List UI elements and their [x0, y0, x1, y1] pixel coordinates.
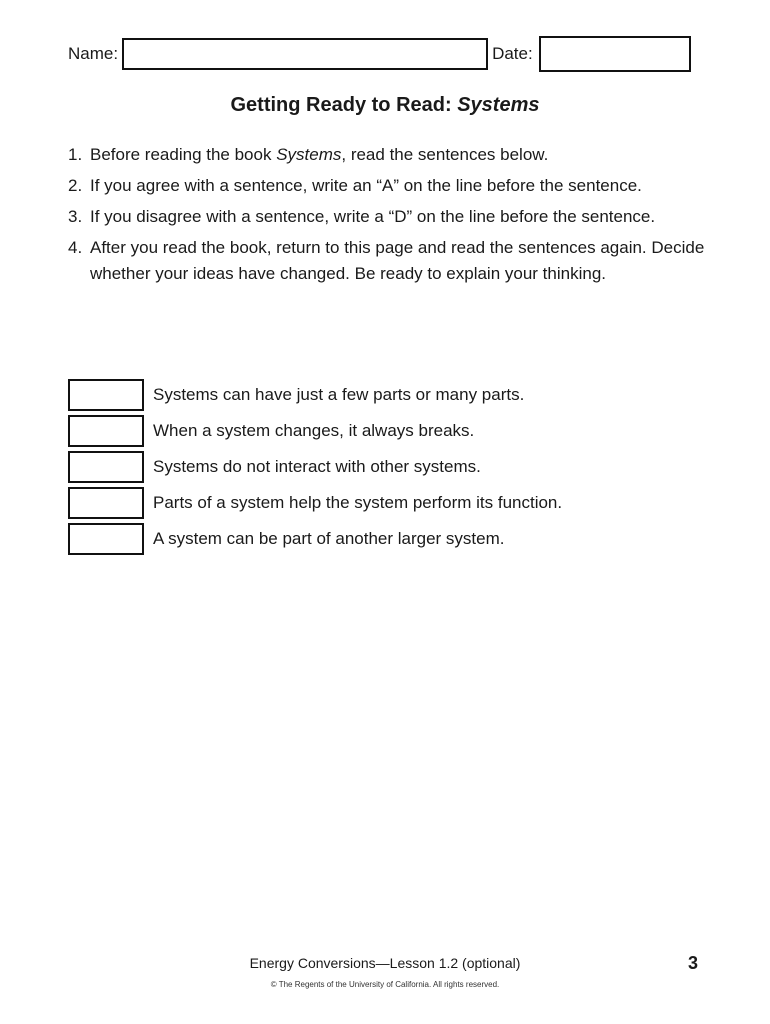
statement-row [68, 485, 708, 521]
header-row [68, 36, 703, 72]
instruction-number: 4. [68, 238, 83, 257]
answer-box[interactable] [68, 415, 144, 447]
copyright-notice: © The Regents of the University of California. All rights reserved. [270, 980, 500, 989]
instruction-text: Before reading the book Systems, read the sentences below. [90, 145, 549, 164]
statement-text: Parts of a system help the system perform its function. [153, 493, 563, 512]
title-italic: Systems [457, 94, 540, 116]
date-field[interactable] [539, 36, 691, 72]
statement-text: Systems can have just a few parts or many parts. [153, 385, 525, 404]
instructions-list [68, 142, 708, 292]
name-label: Name: [68, 44, 119, 63]
instruction-text: If you disagree with a sentence, write a “D” on the line before the sentence. [90, 207, 656, 226]
answer-box[interactable] [68, 523, 144, 555]
answer-box[interactable] [68, 379, 144, 411]
name-field[interactable] [122, 38, 488, 70]
instruction-item [68, 204, 708, 230]
instruction-item [68, 142, 708, 168]
answer-box[interactable] [68, 487, 144, 519]
page-number: 3 [688, 953, 699, 973]
date-label: Date: [492, 44, 533, 63]
footer-text: Energy Conversions—Lesson 1.2 (optional) [249, 955, 521, 971]
statement-text: When a system changes, it always breaks. [153, 421, 475, 440]
instruction-item [68, 173, 708, 199]
instruction-number: 3. [68, 207, 83, 226]
statement-row [68, 413, 708, 449]
page-title [0, 94, 770, 117]
instruction-text: If you agree with a sentence, write an “A” on the line before the sentence. [90, 176, 642, 195]
instruction-number: 2. [68, 176, 83, 195]
statement-text: A system can be part of another larger system. [153, 529, 505, 548]
statement-row [68, 377, 708, 413]
statement-text: Systems do not interact with other systems. [153, 457, 481, 476]
instruction-text: After you read the book, return to this page and read the sentences again. Decide whether your ideas have changed. Be ready to explain your thinking. [90, 238, 705, 283]
answer-box[interactable] [68, 451, 144, 483]
statement-row [68, 521, 708, 557]
statement-list [68, 377, 708, 557]
title-main: Getting Ready to Read: [230, 94, 458, 116]
instruction-item [68, 235, 708, 287]
statement-row [68, 449, 708, 485]
instruction-number: 1. [68, 145, 83, 164]
